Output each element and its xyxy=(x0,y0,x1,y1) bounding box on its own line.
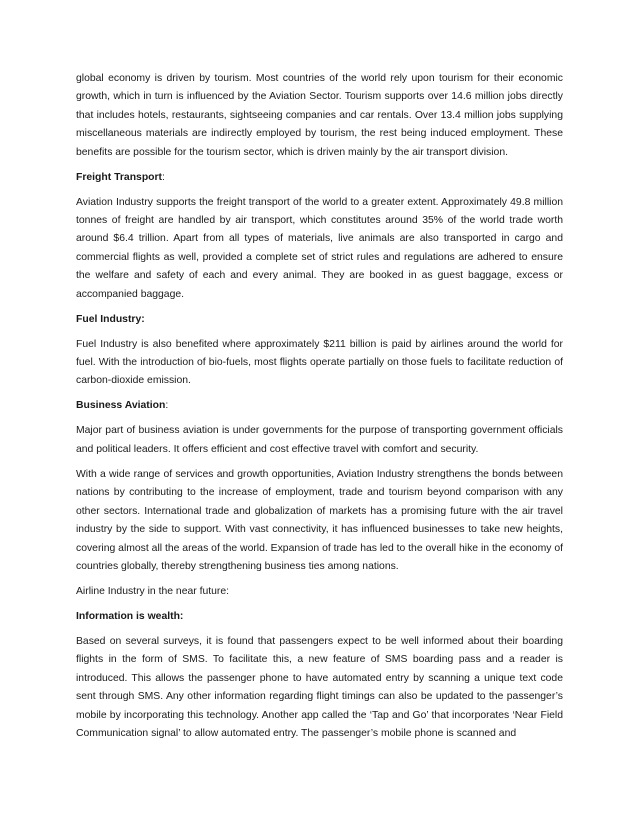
heading-freight-transport xyxy=(76,169,563,187)
heading-fuel-industry: Fuel Industry: xyxy=(76,313,145,325)
fuel-paragraph: Fuel Industry is also benefited where approximately $211 billion is paid by airlines around the world for fuel. With the introduction of bio-fuels, most flights operate partially on those fuels to facilitate reduction of carbon-dioxide emission. xyxy=(76,338,563,387)
intro-paragraph: global economy is driven by tourism. Most countries of the world rely upon tourism for their economic growth, which in turn is influenced by the Aviation Sector. Tourism supports over 14.6 million jobs directly that includes hotels, restaurants, sightseeing companies and car rentals. Over 13.4 million jobs supplying miscellaneous materials are indirectly employed by tourism, the rest being induced employment. These benefits are possible for the tourism sector, which is driven mainly by the air transport division. xyxy=(76,73,563,158)
future-paragraph: Airline Industry in the near future: xyxy=(76,585,230,597)
heading-freight-transport-colon: : xyxy=(162,171,165,183)
freight-paragraph: Aviation Industry supports the freight transport of the world to a greater extent. Approximately 49.8 million tonnes of freight are handled by air transport, which constitutes around 35% of the world trade worth around $6.4 trillion. Apart from all types of materials, live animals are also transported in cargo and commercial flights as well, provided a complete set of strict rules and regulations are adhered to ensure the welfare and safety of each and every animal. They are booked in as guest baggage, excess or accompanied baggage. xyxy=(76,196,563,300)
document-page xyxy=(76,70,563,750)
information-paragraph: Based on several surveys, it is found that passengers expect to be well informed about their boarding flights in the form of SMS. To facilitate this, a new feature of SMS boarding pass and a reader is introduced. This allows the passenger phone to have automated entry by scanning a unique text code sent through SMS. Any other information regarding flight timings can also be updated to the passenger’s mobile by incorporating this technology. Another app called the ‘Tap and Go’ that incorporates ‘Near Field Communication signal’ to allow automated entry. The passenger’s mobile phone is scanned and xyxy=(76,635,563,739)
heading-business-aviation-colon: : xyxy=(165,400,169,412)
heading-freight-transport-text: Freight Transport xyxy=(76,171,163,183)
heading-information-is-wealth: Information is wealth: xyxy=(76,610,184,622)
heading-business-aviation xyxy=(76,397,563,415)
heading-business-aviation-text: Business Aviation xyxy=(76,400,166,412)
business-paragraph: Major part of business aviation is under governments for the purpose of transporting government officials and political leaders. It offers efficient and cost effective travel with comfort and security. xyxy=(76,425,563,455)
growth-paragraph: With a wide range of services and growth opportunities, Aviation Industry strengthens the bonds between nations by contributing to the increase of employment, trade and tourism beyond comparison with any other sectors. International trade and globalization of markets has a promising future with the air travel industry by the side to support. With vast connectivity, it has influenced businesses to take new heights, covering almost all the areas of the world. Expansion of trade has led to the overall hike in the economy of countries globally, thereby strengthening business ties among nations. xyxy=(76,468,563,572)
